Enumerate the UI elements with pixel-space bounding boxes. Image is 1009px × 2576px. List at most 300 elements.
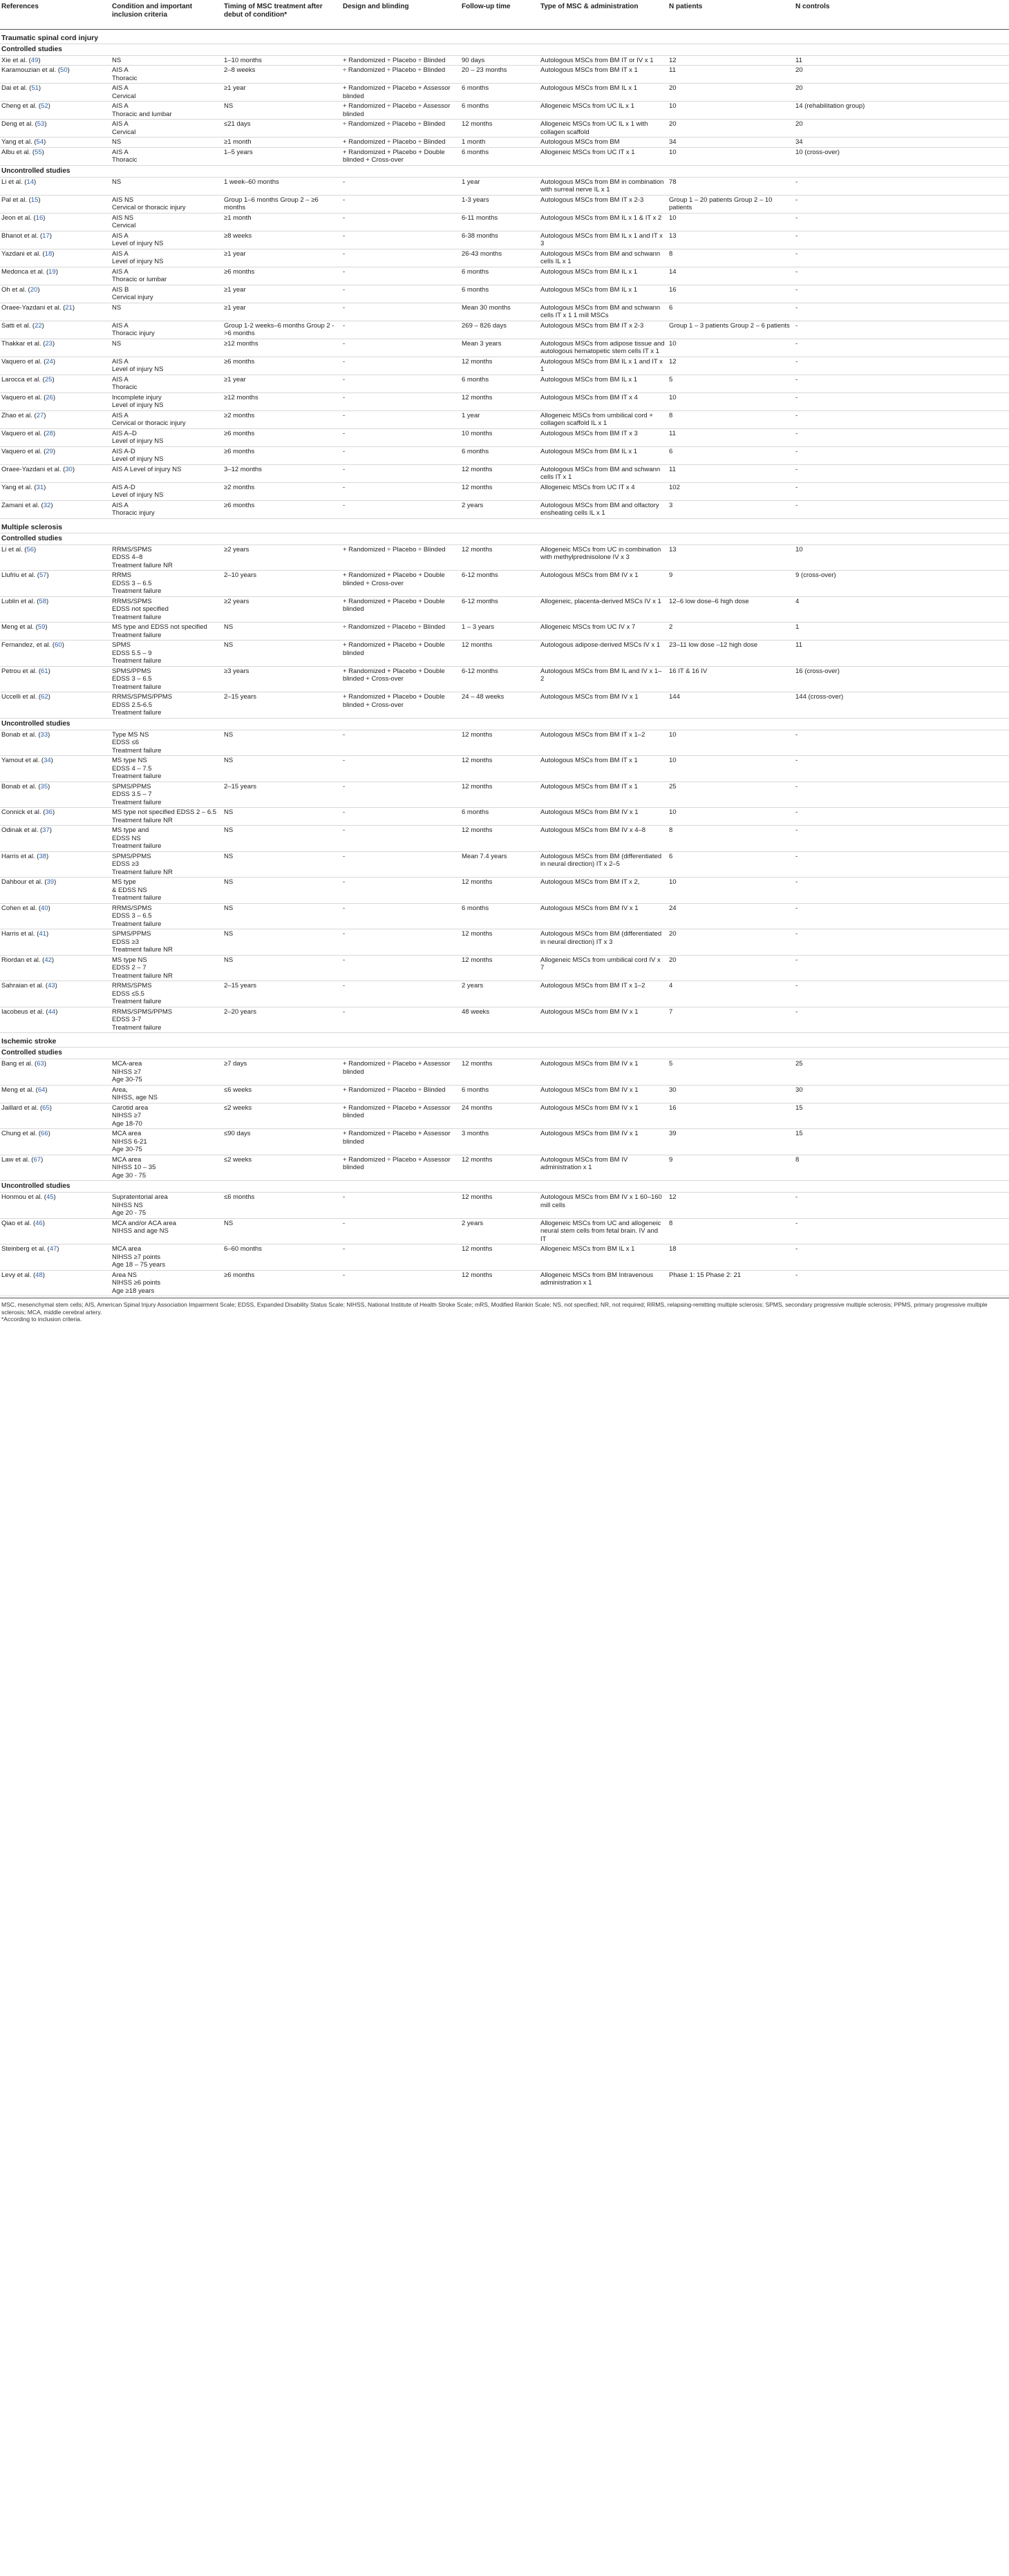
cell-condition [111, 851, 223, 878]
cell-condition [111, 195, 223, 213]
table-row [0, 321, 1009, 339]
cell-timing: ≤21 days [224, 120, 251, 128]
cell-n-controls: - [795, 303, 798, 312]
cell-reference: Oh et al. (20) [1, 285, 40, 294]
cell-follow-up: 6 months [462, 84, 489, 92]
reference-link[interactable]: 42 [44, 956, 52, 964]
condition-line: MS type NS [112, 956, 147, 964]
cell-follow-up: 12 months [462, 826, 493, 834]
reference-link[interactable]: 44 [48, 1007, 56, 1016]
reference-author: Bhanot et al. [1, 231, 39, 240]
reference-link[interactable]: 43 [48, 982, 55, 989]
condition-line: NIHSS, age NS [112, 1094, 158, 1101]
cell-reference: Meng et al. (59) [1, 623, 48, 631]
reference-link[interactable]: 29 [46, 447, 53, 455]
condition-line: Incomplete injury [112, 393, 162, 401]
reference-link[interactable]: 53 [37, 120, 45, 128]
cell-design: - [343, 730, 346, 739]
reference-author: Connick et al. [1, 808, 41, 816]
cell-timing: ≥8 weeks [224, 231, 252, 240]
cell-reference: Dai et al. (51) [1, 84, 41, 92]
condition-line: & EDSS NS [112, 886, 147, 894]
cell-follow-up: 12 months [462, 120, 493, 128]
cell-reference: Cheng et al. (52) [1, 102, 50, 110]
cell-msc-type: Autologous MSCs from BM IL x 1 and IT x 1 [540, 357, 663, 373]
reference-link[interactable]: 20 [30, 285, 38, 294]
reference-link[interactable]: 32 [43, 501, 51, 509]
header-follow-up: Follow-up time [460, 0, 539, 29]
cell-condition [111, 878, 223, 904]
cell-design: + Randomized ÷ Placebo ÷ Blinded [343, 545, 446, 553]
cell-msc-type: Autologous MSCs from BM IT x 1 [540, 66, 638, 74]
reference-author: Cohen et al. [1, 904, 37, 912]
reference-author: Xie et al. [1, 56, 27, 64]
cell-follow-up: 6-38 months [462, 231, 498, 240]
condition-line: MS type [112, 878, 136, 886]
cell-reference: Sahraian et al. (43) [1, 982, 57, 989]
reference-link[interactable]: 40 [41, 904, 48, 912]
cell-design: + Randomized ÷ Placebo + Assessor blinded [343, 1130, 451, 1146]
cell-n-patients: 9 [669, 571, 673, 579]
table-row [0, 357, 1009, 375]
reference-link[interactable]: 17 [42, 231, 50, 240]
reference-link[interactable]: 54 [36, 138, 44, 146]
condition-line: NIHSS and age NS [112, 1227, 169, 1235]
cell-reference: Vaquero et al. (26) [1, 393, 56, 401]
cell-design: - [343, 1219, 346, 1227]
cell-n-patients: 10 [669, 339, 677, 348]
cell-design: ÷ Randomized ÷ Placebo ÷ Blinded [343, 66, 446, 74]
condition-line: AIS A [112, 66, 129, 74]
condition-line: AIS A [112, 267, 129, 276]
cell-timing: 6–60 months [224, 1245, 262, 1253]
cell-design: ÷ Randomized ÷ Placebo ÷ Blinded [343, 623, 446, 631]
cell-n-patients: 16 IT & 16 IV [669, 667, 708, 675]
reference-link[interactable]: 21 [65, 303, 73, 312]
cell-n-patients: 16 [669, 1104, 677, 1112]
cell-n-patients: 34 [669, 138, 677, 146]
cell-msc-type: Allogeneic MSCs from UC in combination with methylprednisolone IV x 3 [540, 545, 661, 561]
condition-line: AIS A [112, 148, 129, 156]
condition-line: RRMS/SPMS/PPMS [112, 1007, 173, 1016]
cell-condition [111, 482, 223, 500]
reference-link[interactable]: 64 [37, 1086, 46, 1094]
cell-timing: 2–10 years [224, 571, 257, 579]
cell-design: - [343, 447, 346, 455]
cell-n-patients: 24 [669, 904, 677, 912]
cell-n-controls: - [795, 285, 798, 294]
reference-link[interactable]: 45 [46, 1193, 54, 1201]
cell-condition [111, 1193, 223, 1219]
cell-design: + Randomized ÷ Placebo + Assessor blinded [343, 1104, 451, 1119]
cell-n-patients: 10 [669, 878, 677, 886]
cell-design: + Randomized + Placebo + Double blinded + Cross-over [343, 667, 445, 683]
cell-condition [111, 249, 223, 267]
reference-link[interactable]: 15 [30, 196, 39, 204]
condition-line: Age ≥18 years [112, 1287, 155, 1295]
table-row [0, 1103, 1009, 1129]
cell-msc-type: Allogeneic MSCs from BM IL x 1 [540, 1245, 635, 1253]
cell-timing: NS [224, 956, 234, 964]
reference-author: Uccelli et al. [1, 693, 37, 701]
reference-link[interactable]: 23 [45, 339, 53, 348]
reference-link[interactable]: 63 [37, 1060, 44, 1068]
table-body [0, 29, 1009, 1296]
cell-follow-up: 6 months [462, 1086, 489, 1094]
cell-n-controls: 11 [795, 641, 802, 649]
reference-link[interactable]: 56 [26, 545, 35, 553]
cell-condition [111, 267, 223, 285]
cell-timing: 2–20 years [224, 1007, 257, 1016]
table-row [0, 120, 1009, 138]
cell-design: - [343, 956, 346, 964]
cell-n-controls: - [795, 465, 798, 473]
condition-line: EDSS ≥3 [112, 938, 140, 946]
cell-reference: Bang et al. (63) [1, 1060, 46, 1068]
condition-line: MS type NS [112, 757, 147, 764]
cell-follow-up: 6 months [462, 148, 489, 156]
reference-link[interactable]: 18 [44, 249, 53, 258]
cell-condition [111, 692, 223, 719]
condition-line: EDSS ≤6 [112, 739, 140, 746]
cell-condition [111, 1244, 223, 1271]
subsection-heading-row [0, 1181, 1009, 1193]
reference-link[interactable]: 62 [41, 693, 48, 701]
table-row [0, 878, 1009, 904]
reference-author: Zhao et al. [1, 411, 32, 419]
table-row [0, 929, 1009, 956]
cell-msc-type: Autologous MSCs from BM IL x 1 & IT x 2 [540, 214, 662, 222]
condition-line: MS type not specified EDSS 2 – 6.5 [112, 808, 217, 816]
cell-msc-type: Allogeneic MSCs from BM Intravenous administration x 1 [540, 1271, 654, 1287]
cell-condition [111, 1007, 223, 1033]
subsection-title: Uncontrolled studies [1, 1182, 70, 1190]
table-row [0, 177, 1009, 195]
cell-condition [111, 213, 223, 231]
cell-timing: 1–5 years [224, 148, 253, 156]
condition-line: Age 18-70 [112, 1119, 142, 1128]
condition-line: SPMS/PPMS [112, 667, 151, 675]
subsection-title: Controlled studies [1, 45, 62, 53]
reference-author: Petrou et al. [1, 667, 37, 675]
reference-link[interactable]: 58 [39, 597, 46, 605]
cell-design: - [343, 285, 346, 294]
reference-link[interactable]: 67 [33, 1155, 41, 1164]
table-row [0, 195, 1009, 213]
cell-design: - [343, 249, 346, 258]
reference-link[interactable]: 36 [45, 808, 53, 816]
cell-follow-up: 6 months [462, 102, 489, 110]
condition-line: MS type and EDSS not specified [112, 623, 207, 631]
reference-link[interactable]: 27 [36, 411, 44, 419]
cell-n-patients: 5 [669, 375, 673, 383]
cell-follow-up: 12 months [462, 757, 493, 764]
cell-reference: Yamout et al. (34) [1, 757, 53, 764]
cell-condition [111, 782, 223, 808]
table-row [0, 1059, 1009, 1086]
cell-n-patients: 4 [669, 982, 673, 989]
cell-follow-up: 6 months [462, 375, 489, 383]
cell-n-controls: - [795, 339, 798, 348]
cell-n-patients: 11 [669, 465, 676, 473]
reference-link[interactable]: 47 [49, 1245, 57, 1253]
cell-n-patients: 3 [669, 501, 673, 509]
condition-line: MCA and/or ACA area [112, 1219, 176, 1227]
condition-line: NIHSS ≥7 points [112, 1253, 161, 1261]
reference-author: Vaquero et al. [1, 393, 42, 401]
cell-msc-type: Autologous MSCs from BM IL x 1 [540, 84, 638, 92]
subsection-heading-row [0, 718, 1009, 730]
condition-line: Treatment failure [112, 683, 162, 691]
cell-timing: ≤6 weeks [224, 1086, 252, 1094]
table-header-row [0, 0, 1009, 29]
cell-follow-up: 6-12 months [462, 667, 498, 675]
condition-line: Age 20 - 75 [112, 1209, 147, 1217]
cell-follow-up: Mean 7.4 years [462, 852, 507, 860]
reference-link[interactable]: 39 [46, 878, 55, 886]
reference-link[interactable]: 49 [30, 56, 39, 64]
cell-n-patients: 6 [669, 852, 673, 860]
cell-n-controls: - [795, 1271, 798, 1279]
condition-line: Treatment failure [112, 1023, 162, 1032]
cell-follow-up: 20 – 23 months [462, 66, 507, 74]
subsection-title: Uncontrolled studies [1, 167, 70, 175]
table-row [0, 482, 1009, 500]
cell-n-patients: 8 [669, 411, 673, 419]
reference-link[interactable]: 59 [37, 623, 46, 631]
condition-line: AIS A [112, 231, 129, 240]
condition-line: AIS A-D [112, 483, 135, 491]
reference-link[interactable]: 66 [41, 1130, 48, 1137]
cell-n-controls: - [795, 826, 798, 834]
cell-follow-up: 1 month [462, 138, 486, 146]
cell-follow-up: 12 months [462, 1155, 493, 1164]
reference-link[interactable]: 24 [46, 357, 53, 366]
subsection-title: Controlled studies [1, 534, 62, 542]
reference-link[interactable]: 61 [41, 667, 48, 675]
cell-design: - [343, 483, 346, 491]
reference-author: Yazdani et al. [1, 249, 41, 258]
reference-link[interactable]: 31 [36, 483, 44, 491]
condition-line: Age 30 - 75 [112, 1171, 147, 1180]
cell-reference: Odinak et al. (37) [1, 826, 52, 834]
cell-condition [111, 929, 223, 956]
reference-author: Law et al. [1, 1155, 30, 1164]
cell-n-patients: 11 [669, 429, 676, 437]
condition-line: Area, [112, 1086, 128, 1094]
cell-msc-type: Autologous MSCs from BM IT x 2, [540, 878, 640, 886]
cell-n-patients: 18 [669, 1245, 677, 1253]
cell-design: - [343, 878, 346, 886]
cell-n-patients: 14 [669, 267, 677, 276]
reference-link[interactable]: 46 [35, 1219, 43, 1227]
cell-msc-type: Autologous MSCs from BM IT x 3 [540, 429, 638, 437]
condition-line: Thoracic or lumbar [112, 276, 167, 283]
reference-link[interactable]: 65 [42, 1104, 50, 1112]
header-timing: Timing of MSC treatment after debut of condition* [223, 0, 341, 29]
cell-reference: Meng et al. (64) [1, 1086, 48, 1094]
reference-link[interactable]: 55 [35, 148, 42, 156]
cell-msc-type: Autologous MSCs from adipose tissue and autologous hematopetic stem cells IT x 1 [540, 339, 665, 355]
condition-line: Thoracic injury [112, 330, 155, 337]
cell-reference: Yang et al. (54) [1, 138, 46, 146]
cell-n-controls: - [795, 501, 798, 509]
table-row [0, 138, 1009, 148]
cell-n-patients: Phase 1: 15 Phase 2: 21 [669, 1271, 742, 1279]
cell-msc-type: Autologous MSCs from BM IL x 1 [540, 267, 638, 276]
condition-line: AIS A [112, 375, 129, 383]
cell-timing: 2–15 years [224, 982, 257, 989]
section-title: Traumatic spinal cord injury [1, 33, 99, 42]
cell-timing: NS [224, 826, 234, 834]
reference-link[interactable]: 37 [42, 826, 50, 834]
condition-line: EDSS ≥3 [112, 860, 140, 868]
cell-msc-type: Autologous MSCs from BM IV x 1 [540, 1130, 639, 1137]
cell-timing: 2–15 years [224, 693, 257, 701]
condition-line: NS [112, 56, 122, 64]
condition-line: Level of injury NS [112, 455, 164, 463]
reference-link[interactable]: 60 [55, 641, 62, 649]
cell-condition [111, 641, 223, 667]
cell-n-controls: 15 [795, 1130, 803, 1137]
reference-link[interactable]: 33 [40, 730, 48, 739]
cell-n-patients: 20 [669, 84, 677, 92]
reference-link[interactable]: 41 [39, 930, 46, 938]
cell-reference: Yang et al. (31) [1, 483, 46, 491]
reference-link[interactable]: 57 [39, 571, 47, 579]
cell-timing: NS [224, 904, 234, 912]
cell-condition [111, 730, 223, 756]
cell-follow-up: 1 year [462, 411, 480, 419]
table-row [0, 1007, 1009, 1033]
cell-timing: ≥1 month [224, 138, 252, 146]
cell-n-controls: 10 (cross-over) [795, 148, 840, 156]
cell-design: - [343, 982, 346, 989]
condition-line: Level of injury NS [112, 240, 164, 247]
cell-n-controls: 20 [795, 66, 803, 74]
table-row [0, 428, 1009, 446]
cell-n-controls: - [795, 214, 798, 222]
cell-n-controls: 20 [795, 84, 803, 92]
condition-line: Thoracic [112, 74, 138, 82]
cell-timing: 2–8 weeks [224, 66, 256, 74]
subsection-title: Uncontrolled studies [1, 719, 70, 728]
cell-reference: Karamouzian et al. (50) [1, 66, 70, 74]
cell-msc-type: Allogeneic MSCs from UC IL x 1 with collagen scaffold [540, 120, 648, 136]
cell-n-patients: 10 [669, 757, 677, 764]
condition-line: SPMS [112, 641, 131, 649]
reference-link[interactable]: 48 [35, 1271, 43, 1279]
condition-line: Level of injury NS [112, 491, 164, 499]
reference-link[interactable]: 26 [46, 393, 53, 401]
cell-timing: ≥1 year [224, 84, 246, 92]
condition-line: EDSS 3 – 6.5 [112, 579, 152, 587]
condition-line: EDSS 4–8 [112, 553, 143, 561]
cell-n-controls: - [795, 782, 798, 790]
condition-line: Cervical [112, 128, 136, 136]
cell-n-patients: 12 [669, 56, 677, 64]
cell-timing: ≥2 months [224, 483, 255, 491]
reference-link[interactable]: 14 [26, 178, 35, 186]
condition-line: Type MS NS [112, 730, 149, 739]
cell-follow-up: 12 months [462, 393, 493, 401]
condition-line: Level of injury NS [112, 437, 164, 445]
cell-design: - [343, 904, 346, 912]
cell-reference: Zamani et al. (32) [1, 501, 53, 509]
reference-link[interactable]: 35 [40, 782, 48, 790]
condition-line: NIHSS NS [112, 1201, 143, 1209]
cell-follow-up: 6 months [462, 447, 489, 455]
condition-line: Cervical [112, 92, 136, 100]
condition-line: Age 30-75 [112, 1076, 142, 1083]
cell-msc-type: Autologous MSCs from BM IT or IV x 1 [540, 56, 654, 64]
cell-reference: Steinberg et al. (47) [1, 1245, 59, 1253]
cell-follow-up: 12 months [462, 878, 493, 886]
reference-link[interactable]: 38 [39, 852, 46, 860]
table-row [0, 267, 1009, 285]
cell-reference: Uccelli et al. (62) [1, 693, 50, 701]
reference-link[interactable]: 34 [44, 757, 51, 764]
cell-follow-up: 12 months [462, 1060, 493, 1068]
cell-n-controls: - [795, 249, 798, 258]
cell-reference: Larocca et al. (25) [1, 375, 55, 383]
cell-condition [111, 231, 223, 249]
cell-condition [111, 147, 223, 165]
cell-condition [111, 339, 223, 357]
cell-condition [111, 1129, 223, 1155]
condition-line: AIS A-D [112, 447, 135, 455]
reference-link[interactable]: 22 [35, 321, 42, 330]
condition-line: EDSS 3 – 6.5 [112, 675, 152, 683]
cell-follow-up: 12 months [462, 483, 493, 491]
reference-link[interactable]: 25 [44, 375, 53, 383]
reference-link[interactable]: 50 [60, 66, 68, 74]
cell-msc-type: Autologous MSCs from BM IV x 1 [540, 1060, 639, 1068]
section-heading-row [0, 1033, 1009, 1048]
cell-reference: Vaquero et al. (28) [1, 429, 56, 437]
reference-link[interactable]: 52 [41, 102, 48, 110]
cell-msc-type: Allogeneic, placenta-derived MSCs IV x 1 [540, 597, 661, 605]
cell-design: + Randomized + Placebo + Double blinded [343, 597, 445, 613]
cell-reference: Vaquero et al. (24) [1, 357, 56, 366]
cell-n-patients: 6 [669, 303, 673, 312]
cell-n-patients: 102 [669, 483, 680, 491]
cell-msc-type: Allogeneic MSCs from umbilical cord IV x 7 [540, 956, 661, 972]
reference-link[interactable]: 28 [46, 429, 53, 437]
cell-condition [111, 375, 223, 392]
cell-n-patients: 10 [669, 730, 677, 739]
cell-n-patients: 2 [669, 623, 673, 631]
cell-n-controls: - [795, 808, 798, 816]
reference-link[interactable]: 19 [48, 267, 56, 276]
cell-reference: Yazdani et al. (18) [1, 249, 55, 258]
cell-timing: 1–10 months [224, 56, 262, 64]
condition-line: Treatment failure NR [112, 972, 173, 980]
reference-author: Vaquero et al. [1, 447, 42, 455]
reference-author: Zamani et al. [1, 501, 39, 509]
reference-link[interactable]: 51 [31, 84, 39, 92]
cell-design: - [343, 757, 346, 764]
cell-n-patients: 13 [669, 231, 677, 240]
reference-author: Vaquero et al. [1, 429, 42, 437]
cell-design: + Randomized ÷ Placebo ÷ Blinded [343, 1086, 446, 1094]
reference-link[interactable]: 16 [35, 214, 44, 222]
cell-design: - [343, 303, 346, 312]
subsection-heading-row [0, 1048, 1009, 1059]
reference-author: Karamouzian et al. [1, 66, 57, 74]
cell-reference: Harris et al. (38) [1, 852, 49, 860]
reference-link[interactable]: 30 [65, 465, 73, 473]
